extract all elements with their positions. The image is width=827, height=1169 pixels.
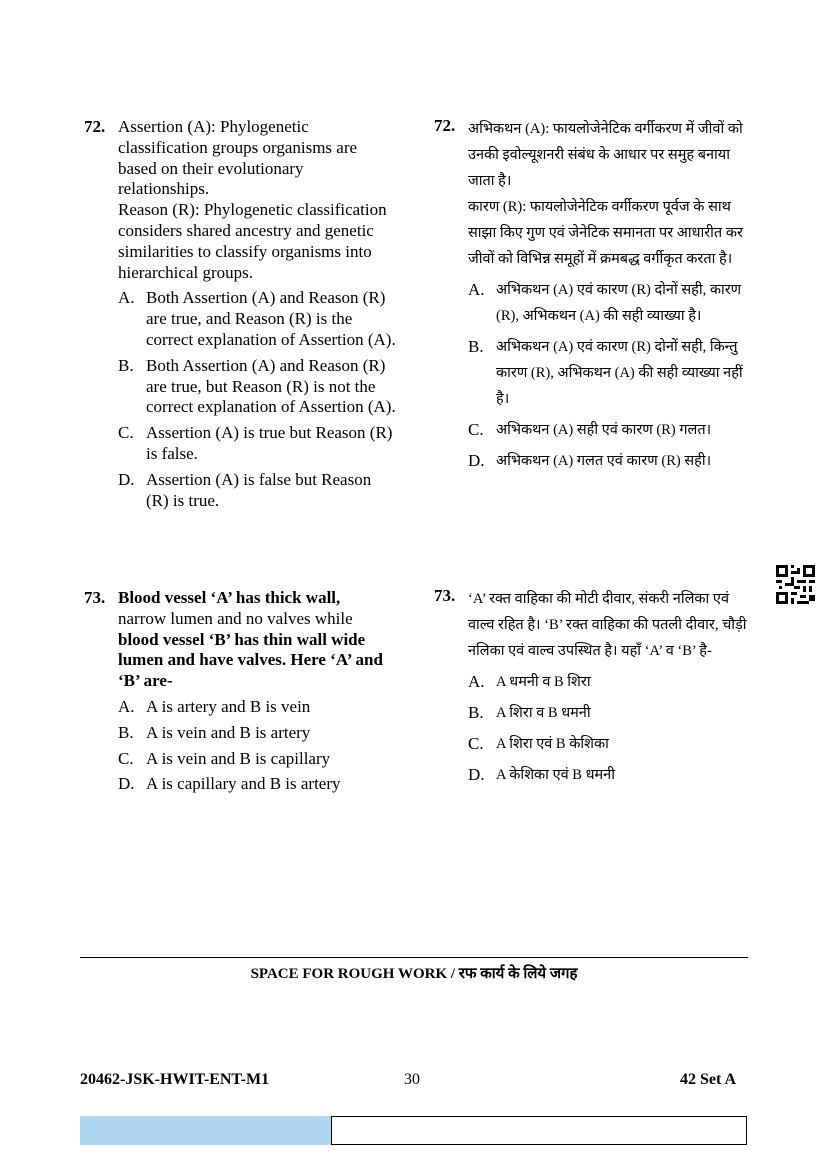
page-number: 30: [404, 1071, 420, 1088]
option-d[interactable]: D. Assertion (A) is false but Reason (R) is true.: [118, 469, 372, 510]
option-d[interactable]: D. A is capillary and B is artery: [118, 774, 341, 794]
question-73-hindi: [434, 586, 750, 788]
question-72-english: [84, 117, 396, 511]
option-b[interactable]: B. अभिकथन (A) एवं कारण (R) दोनों सही, किन्तु कारण (R), अभिकथन (A) की सही व्याख्या नहीं है।: [468, 337, 743, 407]
reason-text: कारण (R): फायलोजेनेटिक वर्गीकरण पूर्वज के साथ साझा किए गुण एवं जेनेटिक समानता पर आधारीत कर जीवों को विभिन्न समूहों में क्रमबद्ध वर्गीकृत करता है।: [468, 199, 743, 267]
option-c[interactable]: C. A is vein and B is capillary: [118, 748, 331, 768]
option-a[interactable]: A. A धमनी व B शिरा: [468, 672, 591, 691]
paper-code: 20462-JSK-HWIT-ENT-M1: [80, 1071, 270, 1088]
question-number: 72.: [84, 117, 106, 136]
option-a[interactable]: A. A is artery and B is vein: [118, 696, 311, 716]
question-73-english: [84, 588, 396, 795]
rough-work-label: SPACE FOR ROUGH WORK / रफ कार्य के लिये जगह: [250, 966, 578, 982]
option-d[interactable]: D. A केशिका एवं B धमनी: [468, 765, 615, 784]
option-d[interactable]: D. अभिकथन (A) गलत एवं कारण (R) सही।: [468, 451, 712, 470]
footer-bar-shaded: [80, 1116, 331, 1145]
question-stem: Blood vessel ‘A’ has thick wall, narrow lumen and no valves while blood vessel ‘B’ has thin wall wide lumen and have valves. Here ‘A’ and ‘B’ are-: [118, 588, 383, 691]
question-stem: ‘A’ रक्त वाहिका की मोटी दीवार, संकरी नलिका एवं वाल्व रहित है। ‘B’ रक्त वाहिका की पतली दीवार, चौड़ी नलिका एवं वाल्व उपस्थित है। यहाँ ‘A’ व ‘B’ है-: [468, 591, 747, 659]
question-number: 73.: [434, 586, 456, 605]
assertion-text: Assertion (A): Phylogenetic classification groups organisms are based on their evolutionary relationships.: [118, 117, 358, 199]
question-72-hindi: [434, 116, 750, 474]
option-a[interactable]: A. अभिकथन (A) एवं कारण (R) दोनों सही, कारण (R), अभिकथन (A) की सही व्याख्या है।: [468, 280, 742, 324]
divider-line: [80, 957, 748, 958]
option-a[interactable]: A. Both Assertion (A) and Reason (R) are true, and Reason (R) is the correct explanation of Assertion (A).: [118, 288, 396, 349]
option-b[interactable]: B. A शिरा व B धमनी: [468, 703, 591, 722]
qr-code-icon: [776, 565, 815, 604]
set-label: 42 Set A: [680, 1071, 736, 1088]
option-c[interactable]: C. Assertion (A) is true but Reason (R) is false.: [118, 423, 393, 463]
option-c[interactable]: C. A शिरा एवं B केशिका: [468, 734, 609, 753]
option-c[interactable]: C. अभिकथन (A) सही एवं कारण (R) गलत।: [468, 420, 712, 439]
assertion-text: अभिकथन (A): फायलोजेनेटिक वर्गीकरण में जीवों को उनकी इवोल्यूशनरी संबंध के आधार पर समुह बनाया जाता है।: [468, 121, 743, 189]
footer-bar-box: [331, 1116, 747, 1145]
question-number: 72.: [434, 116, 456, 135]
option-b[interactable]: B. A is vein and B is artery: [118, 722, 311, 742]
reason-text: Reason (R): Phylogenetic classification considers shared ancestry and genetic similarities to classify organisms into hierarchical groups.: [118, 200, 387, 282]
question-number: 73.: [84, 588, 106, 607]
option-b[interactable]: B. Both Assertion (A) and Reason (R) are true, but Reason (R) is not the correct explanation of Assertion (A).: [118, 355, 396, 417]
